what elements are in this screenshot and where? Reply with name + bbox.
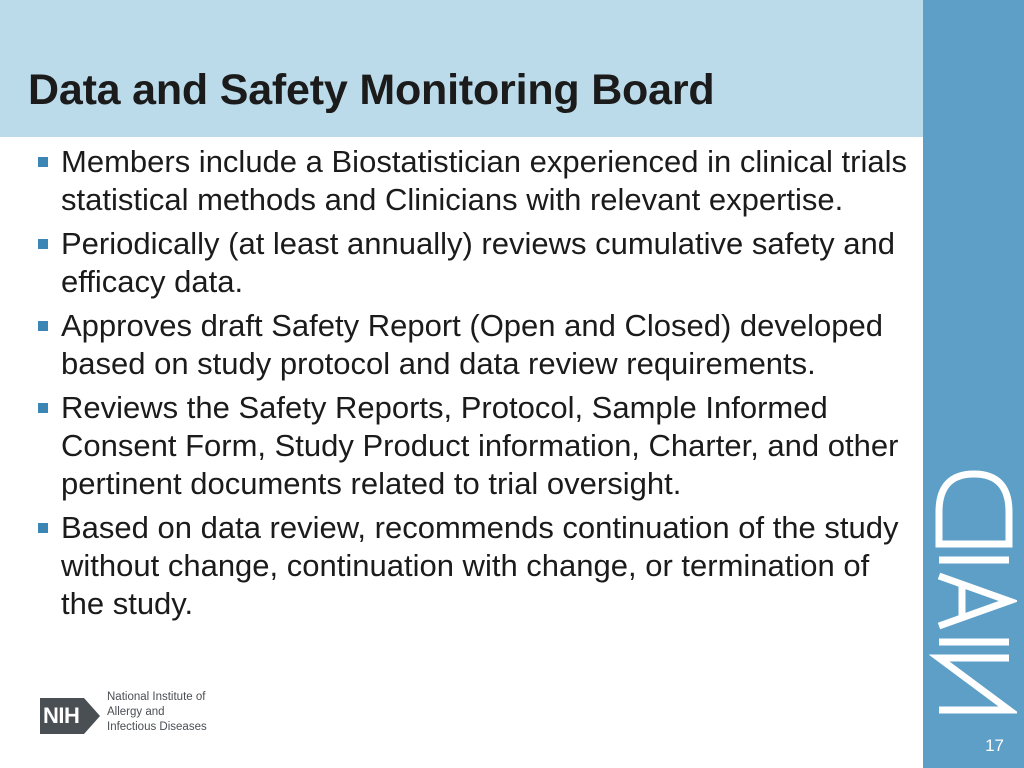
- bullet-text: Periodically (at least annually) reviews cumulative safety and efficacy data.: [61, 226, 895, 299]
- slide-title: Data and Safety Monitoring Board: [28, 66, 715, 114]
- institute-name-line: National Institute of: [107, 691, 206, 703]
- bullet-item: [36, 509, 916, 623]
- institute-name-line: Infectious Diseases: [107, 721, 207, 733]
- bullet-list: [36, 143, 916, 629]
- bullet-item: [36, 389, 916, 503]
- square-bullet-icon: [38, 239, 48, 249]
- nih-logo: [40, 688, 230, 742]
- bullet-text: Reviews the Safety Reports, Protocol, Sample Informed Consent Form, Study Product information, Charter, and other pertinent documents related to trial oversight.: [61, 390, 899, 501]
- bullet-text: Approves draft Safety Report (Open and Closed) developed based on study protocol and data review requirements.: [61, 308, 883, 381]
- square-bullet-icon: [38, 321, 48, 331]
- niaid-wordmark-logo: [929, 460, 1017, 720]
- square-bullet-icon: [38, 157, 48, 167]
- bullet-item: [36, 307, 916, 383]
- bullet-text: Members include a Biostatistician experienced in clinical trials statistical methods and Clinicians with relevant expertise.: [61, 144, 907, 217]
- institute-name-line: Allergy and: [107, 706, 165, 718]
- bullet-text: Based on data review, recommends continuation of the study without change, continuation with change, or termination of the study.: [61, 510, 899, 621]
- bullet-item: [36, 143, 916, 219]
- bullet-item: [36, 225, 916, 301]
- nih-badge-text: NIH: [43, 703, 80, 728]
- square-bullet-icon: [38, 403, 48, 413]
- square-bullet-icon: [38, 523, 48, 533]
- page-number: 17: [985, 736, 1004, 755]
- institute-name: [107, 690, 237, 735]
